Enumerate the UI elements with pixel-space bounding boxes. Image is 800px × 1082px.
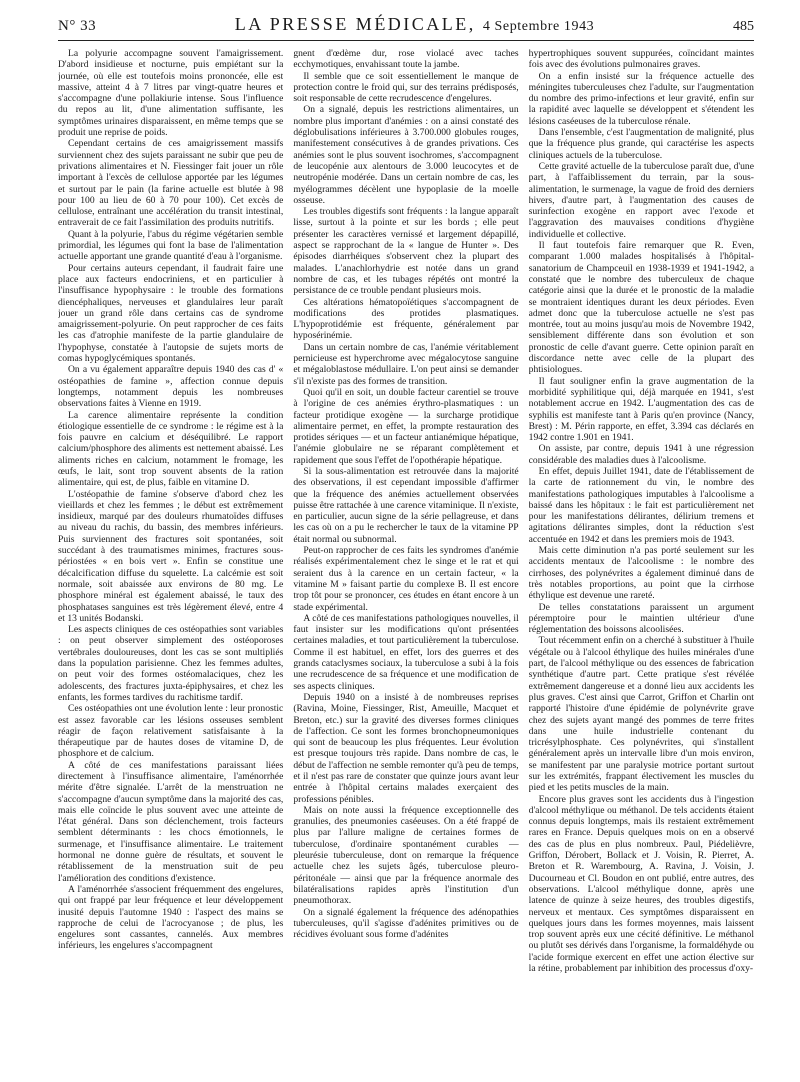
issue-number: N° 33 xyxy=(58,18,97,34)
paragraph: De telles constatations paraissent un argument péremptoire pour le maintien ultérieur d'une réglementation des boissons alcoolisées. xyxy=(528,601,754,636)
paragraph: On a vu également apparaître depuis 1940 des cas d' « ostéopathies de famine », affection connue depuis longtemps, notamment depuis les nombreuses observations faites à Vienne en 1919. xyxy=(58,364,284,410)
paragraph: Quoi qu'il en soit, un double facteur carentiel se trouve à l'origine de ces anémies érythro-plasmatiques : un facteur protidique exogène — la surcharge protidique alimentaire permet, en effet, la prompte restauration des protides sériques — et un facteur antianémique hépatique, l'anémie globulaire ne se réparant complètement et rapidement que sous l'effet de l'opothérapie hépatique. xyxy=(293,386,519,466)
paragraph: Il faut toutefois faire remarquer que R. Even, comparant 1.000 malades hospitalisés à l'hôpital-sanatorium de Champceuil en 1938-1939 et 1941-1942, a constaté que le nombre des tuberculeux de chaque catégorie ainsi que la durée et le pronostic de la maladie se montraient identiques durant les deux périodes. Even admet donc que la tuberculose actuelle ne s'est pas montrée, tout au moins jusqu'au mois de Novembre 1942, sensiblement différente dans son évolution et son pronostic de celle d'avant guerre. Cette opinion paraît en discordance nette avec celle de la plupart des phtisiologues. xyxy=(528,240,754,376)
paragraph: L'ostéopathie de famine s'observe d'abord chez les vieillards et chez les femmes ; le début est extrêmement insidieux, marqué par des douleurs rhumatoïdes diffuses au niveau du rachis, du bassin, des membres inférieurs. Puis surviennent des fractures soit spontanées, soit succédant à des traumatismes minimes, fractures sous-périostées « en bois vert ». Enfin se constitue une décalcification diffuse du squelette. La calcémie est soit normale, soit abaissée aux environs de 80 mg. Le phosphore minéral est également abaissé, le taux des phosphatases sanguines est très légèrement élevé, entre 4 et 13 unités Bodanski. xyxy=(58,488,284,624)
journal-title-line xyxy=(235,14,595,35)
paragraph: Il semble que ce soit essentiellement le manque de protection contre le froid qui, sur des terrains prédisposés, soit responsable de cette recrudescence d'engelures. xyxy=(293,70,519,105)
paragraph: Dans l'ensemble, c'est l'augmentation de malignité, plus que la fréquence plus grande, qui caractérise les aspects cliniques actuels de la tuberculose. xyxy=(528,127,754,161)
header-rule xyxy=(58,40,754,41)
paragraph: Cette gravité actuelle de la tuberculose paraît due, d'une part, à l'affaiblissement du terrain, par la sous-alimentation, le surmenage, la vague de froid des derniers hivers, d'autre part, à l'augmentation des causes de surinfection exogène en rapport avec l'exode et l'aggravation des mauvaises conditions d'hygiène individuelle et collective. xyxy=(528,160,754,240)
paragraph: Encore plus graves sont les accidents dus à l'ingestion d'alcool méthylique ou méthanol. De tels accidents étaient connus depuis longtemps, mais ils restaient extrêmement rares en France. Depuis quelques mois on en a observé des cas de plus en plus nombreux. Paul, Piédelièvre, Griffon, Dérobert, Bollack et J. Voisin, R. Pierret, A. Breton et R. Warembourg, A. Ravina, J. Voisin, J. Ducourneau et Cl. Boudon en ont publié, entre autres, des observations. L'alcool méthylique donne, après une latence de quinze à seize heures, des troubles digestifs, nerveux et mentaux. Ces symptômes disparaissent en quelques jours dans les formes moyennes, mais laissent trop souvent après eux une cécité définitive. Le méthanol ou plutôt ses dérivés dans l'organisme, la formaldéhyde ou l'acide formique exercent en effet une action élective sur la rétine, probablement par inhibition des processus d'oxy- xyxy=(528,793,754,975)
paragraph: On a enfin insisté sur la fréquence actuelle des méningites tuberculeuses chez l'adulte, sur l'augmentation du nombre des primo-infections et leur gravité, enfin sur la rapidité avec laquelle se développent et s'étendent les lésions caséeuses de la tuberculose rénale. xyxy=(528,70,754,127)
paragraph: Quant à la polyurie, l'abus du régime végétarien semble primordial, les légumes qui font la base de l'alimentation actuelle apportant une grande quantité d'eau à l'organisme. xyxy=(58,228,284,263)
paragraph: Les aspects cliniques de ces ostéopathies sont variables : on peut observer simplement des ostéoporoses vertébrales douloureuses, dont les cas se sont multipliés dans la population parisienne. Chez les femmes adultes, on peut voir des formes ostéomalaciques, chez les adolescents, des fractures juxta-épiphysaires, et chez les enfants, les formes tardives du rachitisme tardif. xyxy=(58,624,284,703)
running-header xyxy=(58,14,754,40)
paragraph: En effet, depuis Juillet 1941, date de l'établissement de la carte de rationnement du vin, le nombre des manifestations pathologiques imputables à l'alcoolisme a baissé dans les hôpitaux : le fait est particulièrement net pour les manifestations délirantes, délirium tremens et agitations délirantes simples, dont la réduction s'est accentuée en 1942 et dans les premiers mois de 1943. xyxy=(528,465,754,545)
paragraph: On a signalé, depuis les restrictions alimentaires, un nombre plus important d'anémies : on a ainsi constaté des déglobulisations inférieures à 3.700.000 globules rouges, manifestement consécutives à de grandes privations. Ces anémies sont le plus souvent isochromes, s'accompagnent de leucopénie aux alentours de 3.000 leucocytes et de neutropénie modérée. Dans un certain nombre de cas, les myélogrammes décèlent une hypoplasie de la moelle osseuse. xyxy=(293,104,519,206)
paragraph: A côté de ces manifestations pathologiques nouvelles, il faut insister sur les modifications qu'ont présentées certaines maladies, et tout particulièrement la tuberculose. Comme il est habituel, en effet, lors des guerres et des grands cataclysmes sociaux, la tuberculose a subi à la fois une recrudescence de sa fréquence et une modification de ses aspects cliniques. xyxy=(293,612,519,692)
paragraph: hypertrophiques souvent suppurées, coïncidant maintes fois avec des évolutions pulmonaires graves. xyxy=(528,48,754,71)
paragraph: A l'aménorrhée s'associent fréquemment des engelures, qui ont frappé par leur fréquence et leur développement inusité depuis l'automne 1940 : l'aspect des mains se rapproche de celui de l'acrocyanose ; de plus, les engelures sont cassantes, cannelés. Aux membres inférieurs, les engelures s'accompagnent xyxy=(58,883,284,952)
paragraph: Les troubles digestifs sont fréquents : la langue apparaît lisse, surtout à la pointe et sur les bords ; elle peut présenter les caractères vernissé et largement dépapillé, aspect se rapprochant de la « langue de Hunter ». Des épisodes diarrhéiques s'observent chez la plupart des malades. L'anachlorhydrie est notée dans un grand nombre de cas, et les tubages répétés ont montré la persistance de ce trouble pendant plusieurs mois. xyxy=(293,206,519,297)
issue-date: 4 Septembre 1943 xyxy=(482,19,595,34)
paragraph: Pour certains auteurs cependant, il faudrait faire une place aux facteurs endocriniens, et en particulier à l'insuffisance hypophysaire : le trouble des formations diencéphaliques, nerveuses et glandulaires leur paraît jouer un grand rôle dans certains cas de syndrome amaigrissement-polyurie. On peut rapprocher de ces faits les cas d'atrophie manifeste de la partie glandulaire de l'hypophyse, constatée à l'autopsie de sujets morts de comas hypoglycémiques spontanés. xyxy=(58,262,284,365)
column-2 xyxy=(293,48,518,1074)
paragraph: Peut-on rapprocher de ces faits les syndromes d'anémie réalisés expérimentalement chez le singe et le rat et qui seraient dus à la carence en un certain facteur, « la vitamine M » faisant partie du complexe B. Il est encore trop tôt pour se prononcer, ces études en étant encore à un stade expérimental. xyxy=(293,545,519,613)
paragraph: Tout récemment enfin on a cherché à substituer à l'huile végétale ou à l'alcool éthylique des huiles minérales d'une part, de l'alcool méthylique ou des essences de fabrication synthétique d'autre part. Cette pratique s'est révélée extrêmement dangereuse et a donné lieu aux accidents les plus graves. C'est ainsi que Carrot, Griffon et Charlin ont rapporté l'histoire d'une épidémie de polynévrite grave chez des sujets ayant mangé des pommes de terre frites dans une huile industrielle contenant du tricrésylphosphate. Ces polynévrites, qui s'installent généralement après un intervalle libre d'un mois environ, se manifestent par une paralysie motrice portant surtout sur les extrémités, frappant électivement les muscles du pied et les petits muscles de la main. xyxy=(528,635,754,794)
text-columns xyxy=(58,48,754,1074)
paragraph: La carence alimentaire représente la condition étiologique essentielle de ce syndrome : le régime est à la fois pauvre en calcium et déséquilibré. Le rapport calcium/phosphore des aliments est nettement abaissé. Les aliments riches en calcium, notamment le fromage, les œufs, le lait, sont trop souvent absents de la ration alimentaire, qui est, de plus, faible en vitamine D. xyxy=(58,409,284,489)
column-1 xyxy=(58,48,283,1074)
column-3 xyxy=(529,48,754,1074)
paragraph: Mais cette diminution n'a pas porté seulement sur les accidents mentaux de l'alcoolisme : le nombre des cirrhoses, des polynévrites a également diminué dans de très notables proportions, au point que la cirrhose éthylique est devenue une rareté. xyxy=(528,545,754,602)
paragraph: Cependant certains de ces amaigrissement massifs surviennent chez des sujets paraissant ne subir que peu de privations alimentaires et N. Fiessinger fait jouer un rôle important à l'excès de cellulose apportée par les légumes et surtout par le pain (la farine actuelle est blutée à 98 pour 100 au lieu de 60 à 70 pour 100). Cet excès de cellulose, entraînant une accélération du transit intestinal, entraverait de ce fait l'assimilation des produits nutritifs. xyxy=(58,138,284,229)
paragraph: A côté de ces manifestations paraissant liées directement à l'insuffisance alimentaire, l'aménorrhée mérite d'être signalée. L'arrêt de la menstruation ne s'accompagne d'aucun symptôme dans la majorité des cas, mais elle coïncide le plus souvent avec une atteinte de l'état général. Dans son déclenchement, trois facteurs semblent déterminants : les chocs émotionnels, le surmenage, et l'insuffisance alimentaire. Le traitement hormonal ne donne guère de résultats, et souvent le rétablissement de la menstruation suit de peu l'amélioration des conditions d'existence. xyxy=(58,759,284,884)
paragraph: On assiste, par contre, depuis 1941 à une régression considérable des maladies dues à l'alcoolisme. xyxy=(528,443,754,466)
page-number: 485 xyxy=(732,19,754,34)
journal-title: LA PRESSE MÉDICALE, xyxy=(234,14,476,34)
paragraph: gnent d'œdème dur, rose violacé avec taches ecchymotiques, envahissant toute la jambe. xyxy=(293,48,519,71)
paragraph: Ces ostéopathies ont une évolution lente : leur pronostic est assez favorable car les lésions osseuses semblent réagir de façon relativement satisfaisante à la thérapeutique par de hautes doses de vitamine D, de phosphore et de calcium. xyxy=(58,703,284,760)
paragraph: Dans un certain nombre de cas, l'anémie véritablement pernicieuse est hyperchrome avec mégalocytose sanguine et mégaloblastose médullaire. L'on peut ainsi se demander s'il n'existe pas des formes de transition. xyxy=(293,341,519,387)
paragraph: On a signalé également la fréquence des adénopathies tuberculeuses, qu'il s'agisse d'adénites primitives ou de récidives évoluant sous forme d'adénites xyxy=(293,906,519,941)
paragraph: Ces altérations hématopoïétiques s'accompagnent de modifications des protides plasmatiques. L'hypoprotidémie est fréquente, généralement par hyposérinémie. xyxy=(293,296,519,342)
paragraph: Mais on note aussi la fréquence exceptionnelle des granulies, des pneumonies caséeuses. On a été frappé de plus par l'allure maligne de certaines formes de tuberculose, d'ordinaire spontanément curables — pleurésie tuberculeuse, dont on remarque la fréquence actuelle chez les sujets âgés, tuberculose pleuro-péritonéale — ainsi que par la fréquence anormale des bilatéralisations rapides après l'institution d'un pneumothorax. xyxy=(293,804,519,907)
paragraph: Depuis 1940 on a insisté à de nombreuses reprises (Ravina, Moine, Fiessinger, Rist, Ameuille, Macquet et Breton, etc.) sur la gravité des diverses formes cliniques de l'affection. Ce sont les formes bronchopneumoniques qui sont de beaucoup les plus fréquentes. Leur évolution est presque toujours très rapide. Dans nombre de cas, le début de l'affection ne semble remonter qu'à peu de temps, et il n'est pas rare de constater que quinze jours avant leur entrée à l'hôpital certains malades exerçaient des professions pénibles. xyxy=(293,691,519,805)
paragraph: Si la sous-alimentation est retrouvée dans la majorité des observations, il est cependant impossible d'affirmer que la fréquence des anémies actuellement observées puisse être rattachée à une carence vitaminique. Il n'existe, en particulier, aucun signe de la série pellagreuse, et dans les cas où on a pu le rechercher le taux de la vitamine PP était normal ou subnormal. xyxy=(293,465,519,545)
paragraph: Il faut souligner enfin la grave augmentation de la morbidité syphilitique qui, déjà marquée en 1941, s'est notablement accrue en 1942. L'augmentation des cas de syphilis est manifeste tant à Paris qu'en province (Nancy, Brest) : M. Périn rapporte, en effet, 3.394 cas déclarés en 1942 contre 1.901 en 1941. xyxy=(528,375,754,444)
paragraph: La polyurie accompagne souvent l'amaigrissement. D'abord insidieuse et nocturne, puis empiétant sur la journée, où elle est toutefois moins prononcée, elle est massive, atteint 4 à 7 litres par vingt-quatre heures et s'accompagne d'une pollakiurie intense. Sous l'influence du repos au lit, d'une alimentation suffisante, les symptômes urinaires disparaissent, en même temps que se produit une reprise de poids. xyxy=(58,48,284,139)
